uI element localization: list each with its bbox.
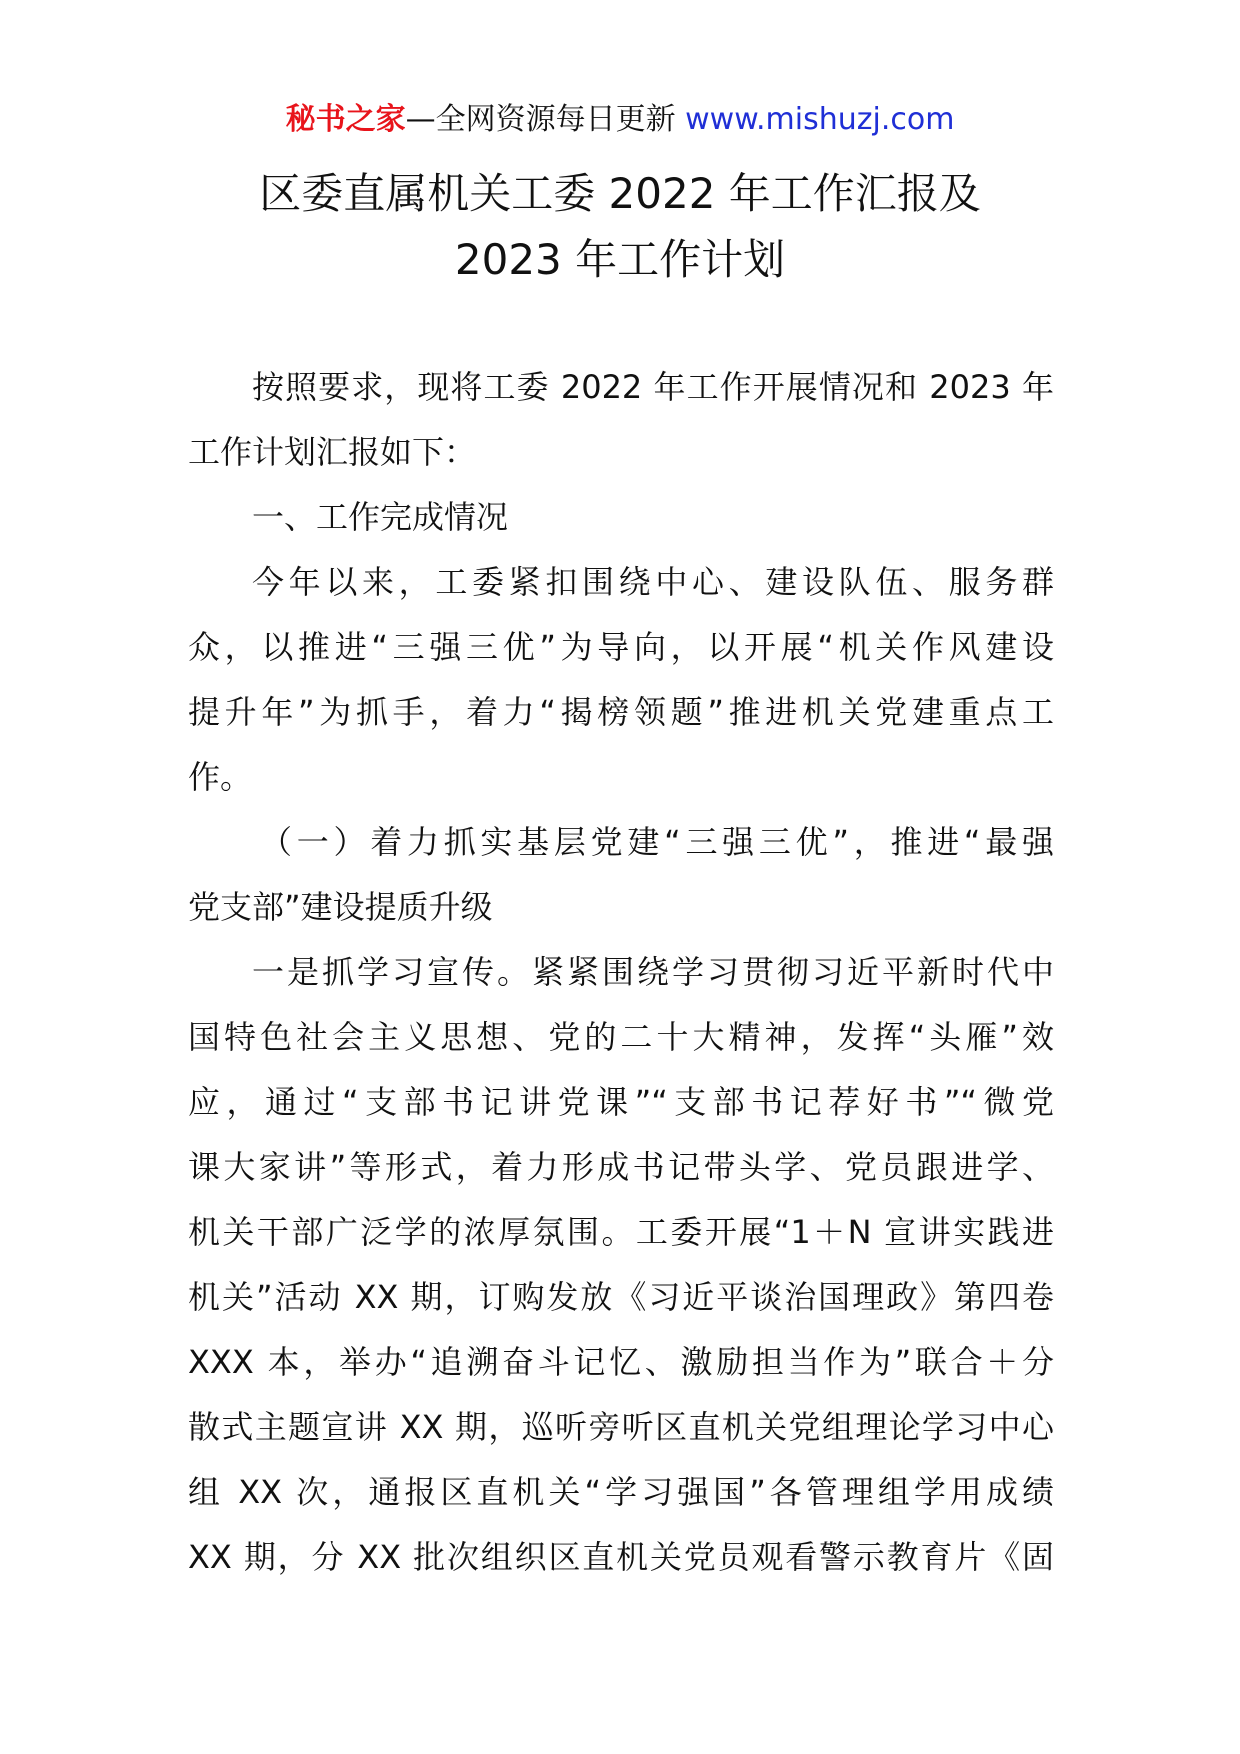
brand-name: 秘书之家 <box>285 102 406 137</box>
paragraph-line: XXX 本，举办“追溯奋斗记忆、激励担当作为”联合＋分 <box>188 1343 1054 1381</box>
paragraph-line: 提升年”为抓手，着力“揭榜领题”推进机关党建重点工 <box>188 693 1054 731</box>
subsection-heading: （一）着力抓实基层党建“三强三优”，推进“最强 <box>260 823 1054 861</box>
document-title-line-1: 区委直属机关工委 2022 年工作汇报及 <box>259 169 981 218</box>
paragraph-line: 今年以来，工委紧扣围绕中心、建设队伍、服务群 <box>252 563 1054 601</box>
paragraph-line: 散式主题宣讲 XX 期，巡听旁听区直机关党组理论学习中心 <box>188 1408 1054 1446</box>
section-heading: 一、工作完成情况 <box>252 498 509 536</box>
paragraph-line: 一是抓学习宣传。紧紧围绕学习贯彻习近平新时代中 <box>252 953 1054 991</box>
site-url-link[interactable]: www.mishuzj.com <box>685 102 955 137</box>
brand-tagline: —全网资源每日更新 <box>405 102 676 137</box>
paragraph-line: 按照要求，现将工委 2022 年工作开展情况和 2023 年 <box>252 368 1054 406</box>
paragraph-line: 应，通过“支部书记讲党课”“支部书记荐好书”“微党 <box>188 1083 1054 1121</box>
paragraph-line: 机关”活动 XX 期，订购发放《习近平谈治国理政》第四卷 <box>188 1278 1054 1316</box>
paragraph-line: 课大家讲”等形式，着力形成书记带头学、党员跟进学、 <box>188 1148 1054 1186</box>
watermark-header <box>0 100 1240 140</box>
subsection-heading: 党支部”建设提质升级 <box>188 888 493 926</box>
document-body <box>188 355 1054 1590</box>
paragraph-line: 组 XX 次，通报区直机关“学习强国”各管理组学用成绩 <box>188 1473 1054 1511</box>
paragraph-line: 国特色社会主义思想、党的二十大精神，发挥“头雁”效 <box>188 1018 1054 1056</box>
paragraph-line: XX 期，分 XX 批次组织区直机关党员观看警示教育片《固 <box>188 1538 1054 1576</box>
paragraph-line: 众，以推进“三强三优”为导向，以开展“机关作风建设 <box>188 628 1054 666</box>
paragraph-line: 作。 <box>188 758 253 796</box>
document-title-line-2: 2023 年工作计划 <box>454 235 786 284</box>
paragraph-line: 机关干部广泛学的浓厚氛围。工委开展“1＋N 宣讲实践进 <box>188 1213 1054 1251</box>
paragraph-line: 工作计划汇报如下： <box>188 433 477 471</box>
